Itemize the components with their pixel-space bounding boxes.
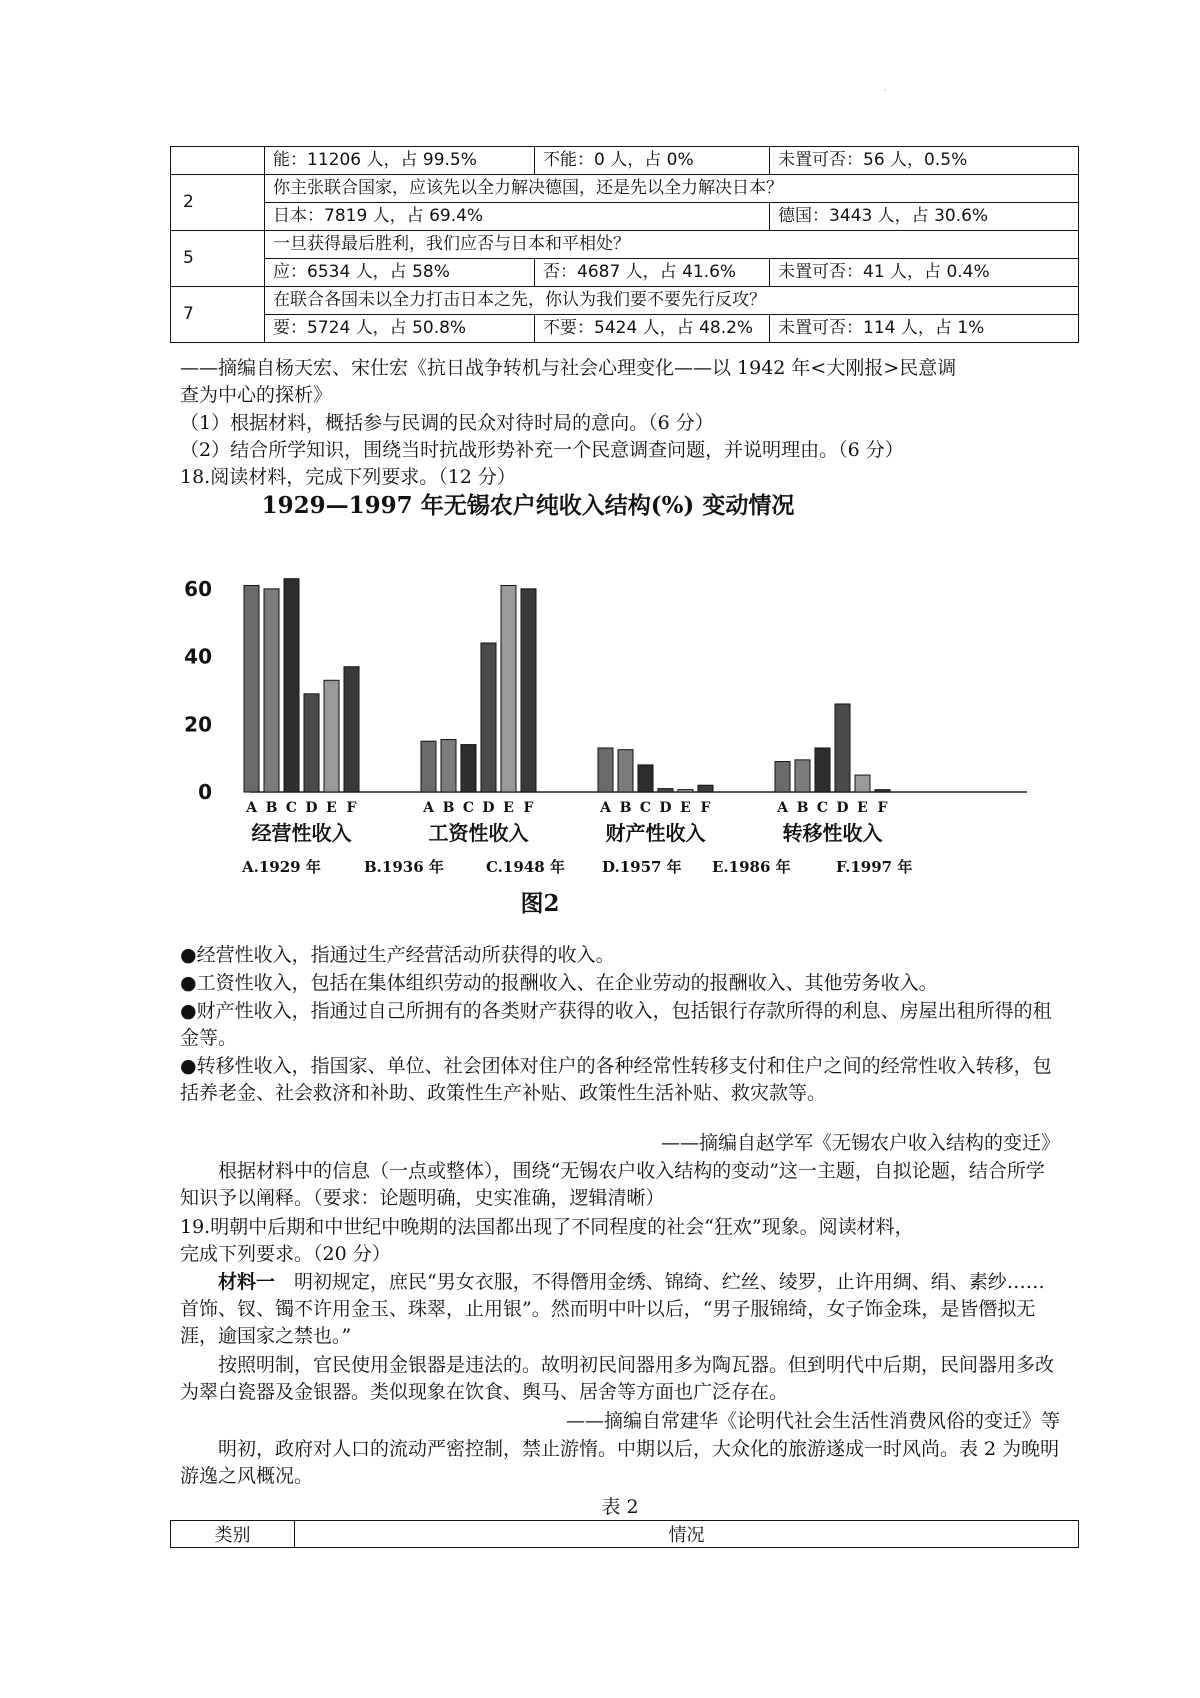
bar bbox=[795, 760, 810, 792]
bar-letter-label: C bbox=[816, 800, 829, 816]
q18-task: 根据材料中的信息（一点或整体），围绕“无锡农户收入结构的变动”这一主题，自拟论题，结合所学知识予以阐释。（要求：论题明确，史实准确，逻辑清晰） bbox=[180, 1160, 1045, 1209]
survey-table bbox=[170, 146, 1079, 343]
bar-letter-label: E bbox=[680, 800, 691, 816]
bar bbox=[658, 789, 673, 792]
legend-entry: D.1957 年 bbox=[602, 858, 682, 876]
bar-letter-label: D bbox=[659, 800, 672, 816]
y-tick-label: 20 bbox=[184, 712, 212, 737]
answer-cell: 能：11206 人，占 99.5% bbox=[265, 147, 535, 175]
bar bbox=[815, 748, 830, 792]
legend-entry: F.1997 年 bbox=[836, 858, 913, 876]
answer-cell: 未置可否：41 人，占 0.4% bbox=[770, 259, 1079, 287]
bar-letter-label: E bbox=[326, 800, 337, 816]
q18-heading: 18.阅读材料，完成下列要求。（12 分） bbox=[180, 466, 516, 488]
definition-transfer-income: ●转移性收入，指国家、单位、社会团体对住户的各种经常性转移支付和住户之间的经常性收入转移，包括养老金、社会救济和补助、政策性生产补贴、政策性生活补贴、救灾款等。 bbox=[180, 1055, 1052, 1104]
legend-entry: E.1986 年 bbox=[712, 858, 791, 876]
q19-source: ——摘编自常建华《论明代社会生活性消费风俗的变迁》等 bbox=[565, 1410, 1060, 1432]
income-structure-figure bbox=[182, 488, 1028, 918]
bar bbox=[501, 585, 516, 792]
material-one-text: 明初规定，庶民“男女衣服，不得僭用金绣、锦绮、纻丝、绫罗，止许用绸、绢、素纱……首饰、钗、镯不许用金玉、珠翠，止用银”。然而明中叶以后，“男子服锦绮，女子饰金珠，是皆僭拟无涯，逾国家之禁也。” bbox=[180, 1271, 1045, 1347]
table-row bbox=[171, 175, 1079, 203]
bar bbox=[618, 750, 633, 792]
bar bbox=[698, 785, 713, 792]
table-header: 类别 bbox=[171, 1521, 295, 1548]
bar bbox=[244, 585, 259, 792]
bar-letter-label: F bbox=[877, 800, 888, 816]
survey-source-line1: ——摘编自杨天宏、宋仕宏《抗日战争转机与社会心理变化——以 1942 年<大刚报>民意调 bbox=[180, 357, 957, 379]
bar-letter-label: F bbox=[523, 800, 534, 816]
bar-letter-label: C bbox=[639, 800, 652, 816]
bar bbox=[284, 579, 299, 792]
legend-entry: B.1936 年 bbox=[364, 858, 444, 876]
bar bbox=[481, 643, 496, 792]
bar-letter-label: A bbox=[600, 800, 611, 816]
bar-letter-label: D bbox=[836, 800, 849, 816]
answer-cell: 否：4687 人，占 41.6% bbox=[535, 259, 770, 287]
bar-letter-label: E bbox=[857, 800, 868, 816]
material-one bbox=[180, 1269, 1060, 1350]
table-row bbox=[171, 147, 1079, 175]
definition-wage-income: ●工资性收入，包括在集体组织劳动的报酬收入、在企业劳动的报酬收入、其他劳务收入。 bbox=[180, 972, 938, 994]
material-one-label: 材料一 bbox=[218, 1271, 276, 1293]
answer-cell: 应：6534 人，占 58% bbox=[265, 259, 535, 287]
bar-letter-label: B bbox=[619, 800, 632, 816]
question-number: 5 bbox=[171, 231, 265, 287]
bar-letter-label: B bbox=[442, 800, 455, 816]
definition-property-income: ●财产性收入，指通过自己所拥有的各类财产获得的收入，包括银行存款所得的利息、房屋出租所得的租金等。 bbox=[180, 1000, 1052, 1049]
legend-entry: A.1929 年 bbox=[242, 858, 321, 876]
bar-letter-label: D bbox=[482, 800, 495, 816]
question-number bbox=[171, 147, 265, 175]
bar-letter-label: F bbox=[700, 800, 711, 816]
bar bbox=[264, 589, 279, 792]
q17-part1: （1）根据材料，概括参与民调的民众对待时局的意向。（6 分） bbox=[180, 412, 714, 434]
table-2 bbox=[170, 1520, 1079, 1548]
bar bbox=[324, 680, 339, 792]
bar bbox=[598, 748, 613, 792]
table2-caption: 表 2 bbox=[601, 1496, 639, 1518]
bar bbox=[855, 775, 870, 792]
y-tick-label: 0 bbox=[198, 780, 212, 804]
definition-operating-income: ●经营性收入，指通过生产经营活动所获得的收入。 bbox=[180, 944, 615, 966]
question-text: 一旦获得最后胜利，我们应否与日本和平相处？ bbox=[265, 231, 1079, 259]
q18-source: ——摘编自赵学军《无锡农户收入结构的变迁》 bbox=[660, 1132, 1060, 1154]
answer-cell: 德国：3443 人，占 30.6% bbox=[770, 203, 1079, 231]
category-label: 转移性收入 bbox=[782, 821, 883, 845]
bar bbox=[304, 694, 319, 792]
corner-mark: · bbox=[884, 86, 887, 95]
bar bbox=[344, 667, 359, 792]
question-text: 在联合各国未以全力打击日本之先，你认为我们要不要先行反攻？ bbox=[265, 287, 1079, 315]
answer-cell: 不要：5424 人，占 48.2% bbox=[535, 315, 770, 343]
bar-letter-label: E bbox=[503, 800, 514, 816]
bar bbox=[441, 740, 456, 792]
answer-cell: 不能：0 人，占 0% bbox=[535, 147, 770, 175]
bar-letter-label: C bbox=[285, 800, 298, 816]
table-row bbox=[171, 203, 1079, 231]
legend-entry: C.1948 年 bbox=[486, 858, 565, 876]
bar-letter-label: A bbox=[777, 800, 788, 816]
table-header: 情况 bbox=[295, 1521, 1079, 1548]
q19-heading-line2: 完成下列要求。（20 分） bbox=[180, 1243, 391, 1265]
q19-paragraph-2: 按照明制，官民使用金银器是违法的。故明初民间器用多为陶瓦器。但到明代中后期，民间器用多改为翠白瓷器及金银器。类似现象在饮食、舆马、居舍等方面也广泛存在。 bbox=[180, 1354, 1055, 1403]
table-row bbox=[171, 231, 1079, 259]
bar bbox=[521, 589, 536, 792]
figure-caption: 图2 bbox=[520, 890, 560, 917]
y-tick-label: 60 bbox=[184, 576, 212, 601]
bar-letter-label: A bbox=[423, 800, 434, 816]
category-label: 财产性收入 bbox=[605, 821, 706, 845]
question-number: 2 bbox=[171, 175, 265, 231]
bar bbox=[875, 790, 890, 792]
bar bbox=[421, 741, 436, 792]
category-label: 经营性收入 bbox=[251, 821, 352, 845]
bar-letter-label: C bbox=[462, 800, 475, 816]
bar bbox=[678, 790, 693, 792]
q19-paragraph-3: 明初，政府对人口的流动严密控制，禁止游惰。中期以后，大众化的旅游遂成一时风尚。表 2 为晚明游逸之风概况。 bbox=[180, 1438, 1060, 1487]
q19-heading-line1: 19.明朝中后期和中世纪中晚期的法国都出现了不同程度的社会“狂欢”现象。阅读材料， bbox=[180, 1216, 914, 1238]
answer-cell: 日本：7819 人，占 69.4% bbox=[265, 203, 770, 231]
answer-cell: 未置可否：114 人，占 1% bbox=[770, 315, 1079, 343]
table-header-row bbox=[171, 1521, 1079, 1548]
bar bbox=[775, 762, 790, 792]
survey-source-line2: 查为中心的探析》 bbox=[180, 384, 333, 406]
bar bbox=[461, 745, 476, 792]
table-row bbox=[171, 315, 1079, 343]
bar-letter-label: F bbox=[346, 800, 357, 816]
answer-cell: 要：5724 人，占 50.8% bbox=[265, 315, 535, 343]
answer-cell: 未置可否：56 人，0.5% bbox=[770, 147, 1079, 175]
bar-letter-label: D bbox=[305, 800, 318, 816]
bar-letter-label: A bbox=[246, 800, 257, 816]
table-row bbox=[171, 287, 1079, 315]
chart-title: 1929—1997 年无锡农户纯收入结构(%) 变动情况 bbox=[261, 492, 795, 519]
bar bbox=[638, 765, 653, 792]
category-label: 工资性收入 bbox=[428, 821, 529, 845]
income-structure-chart bbox=[182, 488, 1028, 918]
question-number: 7 bbox=[171, 287, 265, 343]
question-text: 你主张联合国家，应该先以全力解决德国，还是先以全力解决日本？ bbox=[265, 175, 1079, 203]
bar bbox=[835, 704, 850, 792]
bar-letter-label: B bbox=[796, 800, 809, 816]
table-row bbox=[171, 259, 1079, 287]
bar-letter-label: B bbox=[265, 800, 278, 816]
y-tick-label: 40 bbox=[184, 644, 212, 669]
q17-part2: （2）结合所学知识，围绕当时抗战形势补充一个民意调查问题，并说明理由。（6 分） bbox=[180, 439, 904, 461]
